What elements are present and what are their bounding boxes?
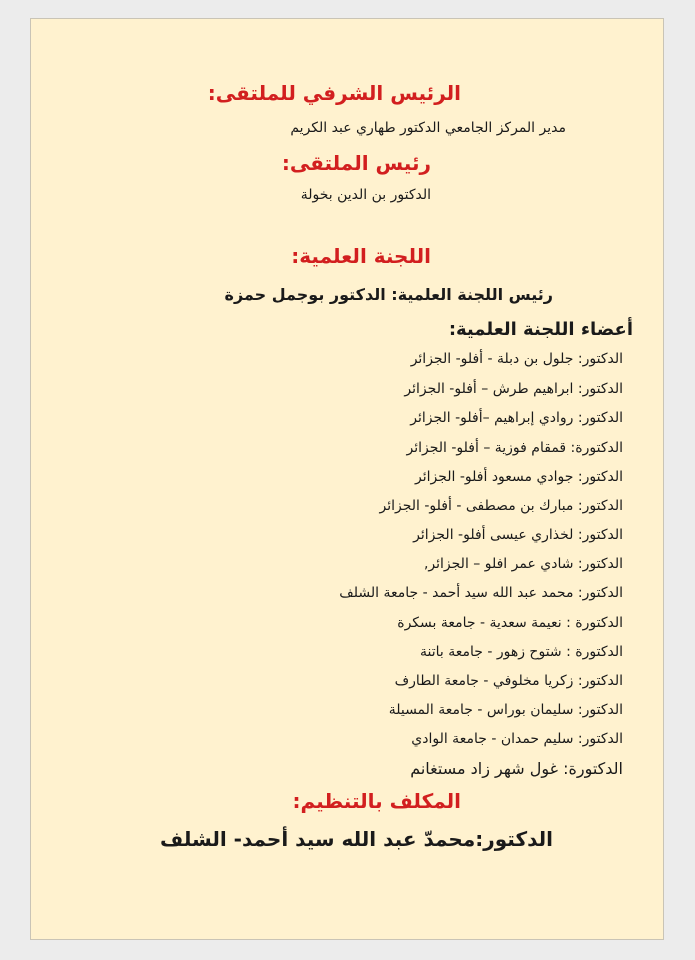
honorary-president-name: مدير المركز الجامعي الدكتور طهاري عبد الكريم (290, 120, 566, 136)
committee-member: الدكتور: ابراهيم طرش – أفلو- الجزائر (404, 381, 623, 397)
organizer-name: الدكتور:محمدّ عبد الله سيد أحمد- الشلف (160, 827, 553, 851)
committee-member: الدكتور: شادي عمر افلو – الجزائر, (423, 556, 623, 572)
president-title: رئيس الملتقى: (281, 151, 431, 175)
committee-member: الدكتور: جلول بن دبلة - أفلو- الجزائر (410, 351, 623, 367)
committee-member: الدكتور: سليم حمدان - جامعة الوادي (411, 731, 623, 747)
committee-member: الدكتورة : نعيمة سعدية - جامعة بسكرة (397, 615, 623, 631)
organizer-title: المكلف بالتنظيم: (292, 789, 461, 813)
committee-member: الدكتور: زكريا مخلوفي - جامعة الطارف (394, 673, 623, 689)
committee-member: الدكتورة: قمقام فوزية – أفلو- الجزائر (406, 440, 623, 456)
document-page (30, 18, 664, 940)
scientific-committee-title: اللجنة العلمية: (291, 244, 431, 268)
scientific-committee-head: رئيس اللجنة العلمية: الدكتور بوجمل حمزة (224, 285, 553, 304)
committee-member: الدكتور: سليمان بوراس - جامعة المسيلة (388, 702, 623, 718)
committee-member: الدكتور: مبارك بن مصطفى - أفلو- الجزائر (379, 498, 623, 514)
honorary-president-title: الرئيس الشرفي للملتقى: (207, 81, 461, 105)
committee-members-title: أعضاء اللجنة العلمية: (448, 319, 633, 340)
committee-member: الدكتورة : شتوح زهور - جامعة باتنة (419, 644, 623, 660)
committee-member: الدكتور: محمد عبد الله سيد أحمد - جامعة الشلف (339, 585, 623, 601)
committee-member: الدكتور: جوادي مسعود أفلو- الجزائر (414, 469, 623, 485)
committee-member: الدكتور: لخذاري عيسى أفلو- الجزائر (413, 527, 623, 543)
committee-member: الدكتورة: غول شهر زاد مستغانم (410, 759, 623, 778)
president-name: الدكتور بن الدين بخولة (300, 187, 431, 203)
committee-member: الدكتور: روادي إبراهيم –أفلو- الجزائر (410, 410, 623, 426)
